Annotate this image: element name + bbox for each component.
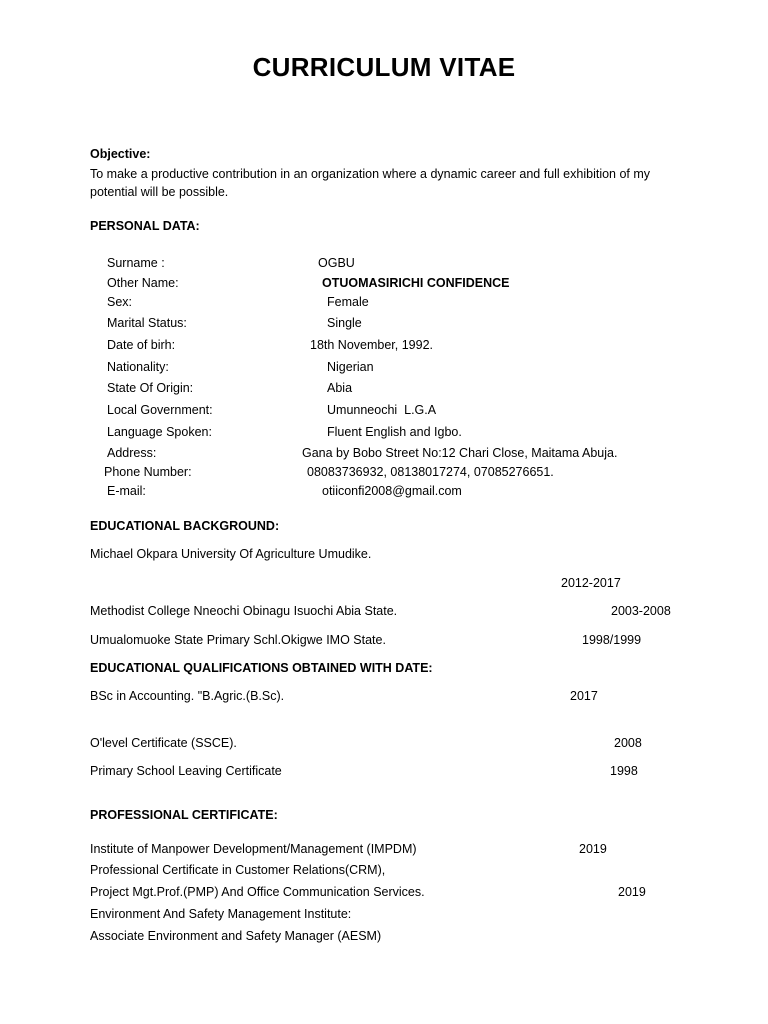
qualification-name: BSc in Accounting. "B.Agric.(B.Sc). — [90, 689, 285, 703]
education-years: 2003-2008 — [611, 604, 671, 618]
education-school: Methodist College Nneochi Obinagu Isuochi Abia State. — [90, 604, 398, 618]
education-years: 1998/1999 — [582, 633, 642, 647]
professional-certificate-heading: PROFESSIONAL CERTIFICATE: — [90, 808, 278, 822]
qualification-name: Primary School Leaving Certificate — [90, 764, 282, 778]
state-of-origin-value: Abia — [327, 381, 353, 395]
other-name-value: OTUOMASIRICHI CONFIDENCE — [322, 276, 510, 290]
professional-year: 2019 — [579, 842, 607, 856]
professional-item: Institute of Manpower Development/Management (IMPDM) — [90, 842, 417, 856]
sex-label: Sex: — [107, 295, 133, 309]
qualification-year: 2017 — [570, 689, 598, 703]
professional-item: Associate Environment and Safety Manager (AESM) — [90, 929, 382, 943]
qualifications-heading: EDUCATIONAL QUALIFICATIONS OBTAINED WITH DATE: — [90, 661, 433, 675]
sex-value: Female — [327, 295, 369, 309]
objective-heading: Objective: — [90, 147, 151, 161]
state-of-origin-label: State Of Origin: — [107, 381, 194, 395]
professional-year: 2019 — [618, 885, 646, 899]
professional-item: Project Mgt.Prof.(PMP) And Office Communication Services. — [90, 885, 425, 899]
nationality-value: Nigerian — [327, 360, 374, 374]
surname-value: OGBU — [318, 256, 355, 270]
email-label: E-mail: — [107, 484, 146, 498]
marital-status-label: Marital Status: — [107, 316, 187, 330]
education-school: Michael Okpara University Of Agriculture Umudike. — [90, 547, 372, 561]
email-value: otiiconfi2008@gmail.com — [322, 484, 462, 498]
phone-number-label: Phone Number: — [104, 465, 192, 479]
marital-status-value: Single — [327, 316, 362, 330]
qualification-year: 1998 — [610, 764, 638, 778]
date-of-birth-label: Date of birh: — [107, 338, 176, 352]
language-spoken-value: Fluent English and Igbo. — [327, 425, 462, 439]
personal-data-heading: PERSONAL DATA: — [90, 219, 200, 233]
phone-number-value: 08083736932, 08138017274, 07085276651. — [307, 465, 554, 479]
surname-label: Surname : — [107, 256, 165, 270]
professional-item: Environment And Safety Management Institute: — [90, 907, 352, 921]
local-government-value: Umunneochi L.G.A — [327, 403, 437, 417]
qualification-year: 2008 — [614, 736, 642, 750]
local-government-label: Local Government: — [107, 403, 213, 417]
address-value: Gana by Bobo Street No:12 Chari Close, Maitama Abuja. — [302, 446, 618, 460]
date-of-birth-value: 18th November, 1992. — [310, 338, 433, 352]
page-title: CURRICULUM VITAE — [252, 52, 516, 82]
other-name-label: Other Name: — [107, 276, 179, 290]
professional-item: Professional Certificate in Customer Relations(CRM), — [90, 863, 386, 877]
objective-text: To make a productive contribution in an organization where a dynamic career and full exhibition of my potential will be possible. — [90, 167, 651, 199]
language-spoken-label: Language Spoken: — [107, 425, 212, 439]
education-school: Umualomuoke State Primary Schl.Okigwe IMO State. — [90, 633, 386, 647]
qualification-name: O'level Certificate (SSCE). — [90, 736, 237, 750]
education-years: 2012-2017 — [561, 576, 621, 590]
educational-background-heading: EDUCATIONAL BACKGROUND: — [90, 519, 280, 533]
nationality-label: Nationality: — [107, 360, 169, 374]
address-label: Address: — [107, 446, 157, 460]
